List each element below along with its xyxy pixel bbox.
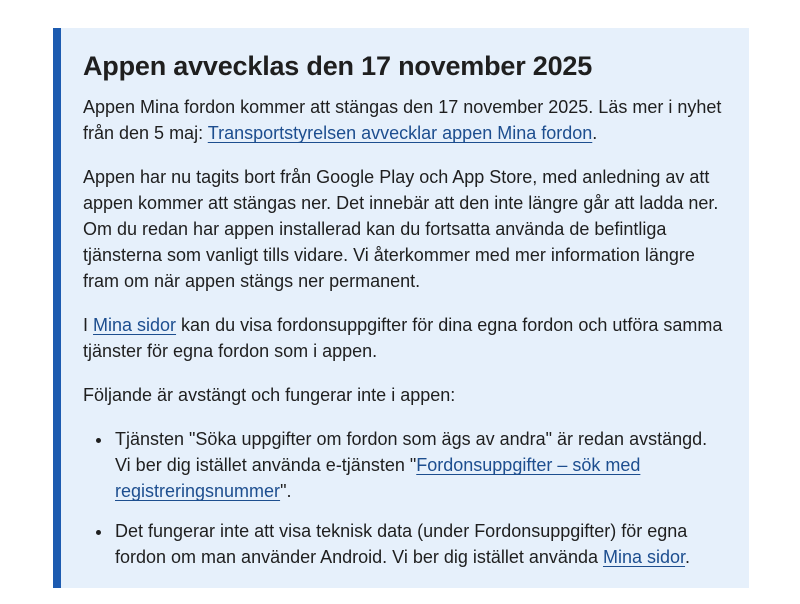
list-item-text-end: . (685, 547, 691, 568)
mina-sidor-text: kan du visa fordonsuppgifter för dina egna fordon och utföra samma tjänster för egna fordon som i appen. (83, 315, 723, 362)
list-item-text: Tjänsten "Söka uppgifter om fordon som ägs av andra" är redan avstängd. Vi ber dig istället använda e-tjänsten " (115, 429, 708, 476)
mina-sidor-text-start: I (83, 315, 94, 336)
removed-paragraph: Appen har nu tagits bort från Google Play och App Store, med anledning av att appen kommer att stängas ner. Det innebär att den inte längre går att ladda ner. Om du redan har appen installerad kan du fortsatta använda de befintliga tjänsterna som vanligt tills vidare. Vi återkommer med mer information längre fram om när appen stängs ner permanent. (83, 167, 719, 292)
mina-sidor-link-2[interactable]: Mina sidor (602, 547, 686, 568)
closed-intro: Följande är avstängt och fungerar inte i appen: (83, 385, 456, 406)
list-item-text-end: ". (280, 481, 292, 502)
closed-list (83, 426, 725, 570)
list-item-text: Det fungerar inte att visa teknisk data (under Fordonsuppgifter) för egna fordon om man använder Android. Vi ber dig istället använda (115, 521, 688, 568)
intro-text-end: . (592, 123, 598, 144)
list-item (113, 518, 725, 570)
notice-box (53, 28, 749, 588)
news-link[interactable]: Transportstyrelsen avvecklar appen Mina fordon (207, 123, 593, 144)
intro-paragraph (83, 94, 725, 146)
mina-sidor-paragraph (83, 312, 725, 364)
list-item (113, 426, 725, 504)
notice-heading: Appen avvecklas den 17 november 2025 (83, 51, 593, 81)
mina-sidor-link[interactable]: Mina sidor (93, 315, 177, 336)
intro-text: Appen Mina fordon kommer att stängas den 17 november 2025. Läs mer i nyhet från den 5 maj: (83, 97, 722, 144)
fordonsuppgifter-link[interactable]: Fordonsuppgifter – sök med registreringsnummer (115, 455, 641, 502)
